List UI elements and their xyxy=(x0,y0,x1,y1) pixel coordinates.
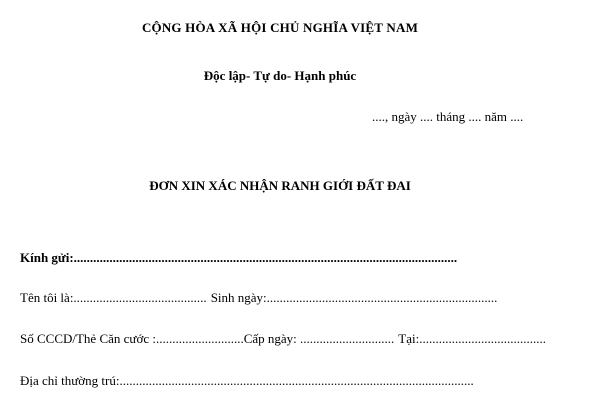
address-field: Địa chỉ thường trú:............................................................................................................. xyxy=(20,373,474,388)
name-field: Tên tôi là:......................................... xyxy=(20,290,207,305)
date-line: ...., ngày .... tháng .... năm .... xyxy=(372,109,524,124)
issue-date-field: Cấp ngày: ............................. xyxy=(243,331,395,346)
issue-place-field: Tại:....................................... xyxy=(398,331,546,346)
id-number-field: Số CCCD/Thẻ Căn cước :........................... xyxy=(20,331,244,346)
national-title: CỘNG HÒA XÃ HỘI CHỦ NGHĨA VIỆT NAM xyxy=(141,20,419,35)
form-title: ĐƠN XIN XÁC NHẬN RANH GIỚI ĐẤT ĐAI xyxy=(149,178,411,193)
birth-date-field: Sinh ngày:....................................................................... xyxy=(210,290,498,305)
name-birth-row xyxy=(20,290,497,306)
motto: Độc lập- Tự do- Hạnh phúc xyxy=(203,68,357,83)
recipient-line: Kính gửi:...................................................................................................................... xyxy=(20,250,458,265)
id-row xyxy=(20,331,546,347)
